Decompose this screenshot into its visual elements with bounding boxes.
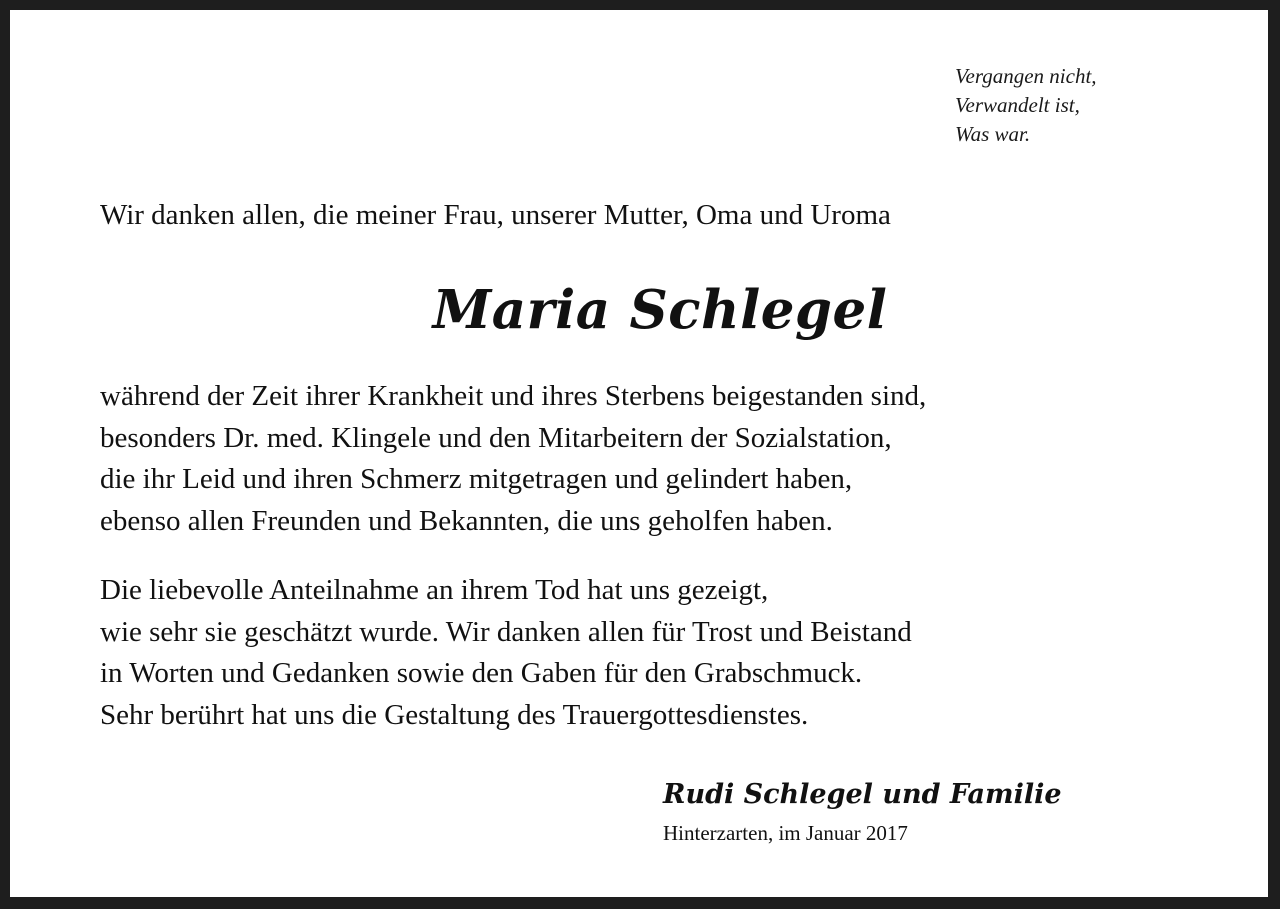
paragraph-line: ebenso allen Freunden und Bekannten, die uns geholfen haben.	[100, 504, 833, 537]
poem-line: Vergangen nicht,	[955, 64, 1097, 88]
obituary-card	[10, 10, 1268, 897]
paragraph-line: die ihr Leid und ihren Schmerz mitgetragen und gelindert haben,	[100, 463, 853, 495]
poem-line: Was war.	[955, 122, 1031, 146]
paragraph-line: besonders Dr. med. Klingele und den Mitarbeitern der Sozialstation,	[100, 421, 892, 454]
deceased-name: Maria Schlegel	[432, 279, 888, 341]
paragraph-line: während der Zeit ihrer Krankheit und ihres Sterbens beigestanden sind,	[100, 380, 927, 412]
intro-text: Wir danken allen, die meiner Frau, unserer Mutter, Oma und Uroma	[100, 199, 891, 231]
paragraph-line: wie sehr sie geschätzt wurde. Wir danken allen für Trost und Beistand	[100, 615, 912, 648]
place-date: Hinterzarten, im Januar 2017	[663, 821, 908, 845]
poem-line: Verwandelt ist,	[955, 93, 1080, 117]
poem-quote	[955, 62, 1097, 149]
paragraph-line: Sehr berührt hat uns die Gestaltung des Trauergottesdienstes.	[100, 698, 809, 731]
paragraph-line: Die liebevolle Anteilnahme an ihrem Tod hat uns gezeigt,	[100, 574, 769, 606]
paragraph-line: in Worten und Gedanken sowie den Gaben für den Grabschmuck.	[100, 657, 863, 689]
family-signature: Rudi Schlegel und Familie	[663, 779, 1062, 810]
thanks-paragraph-2	[100, 570, 912, 736]
thanks-paragraph-1	[100, 376, 926, 542]
